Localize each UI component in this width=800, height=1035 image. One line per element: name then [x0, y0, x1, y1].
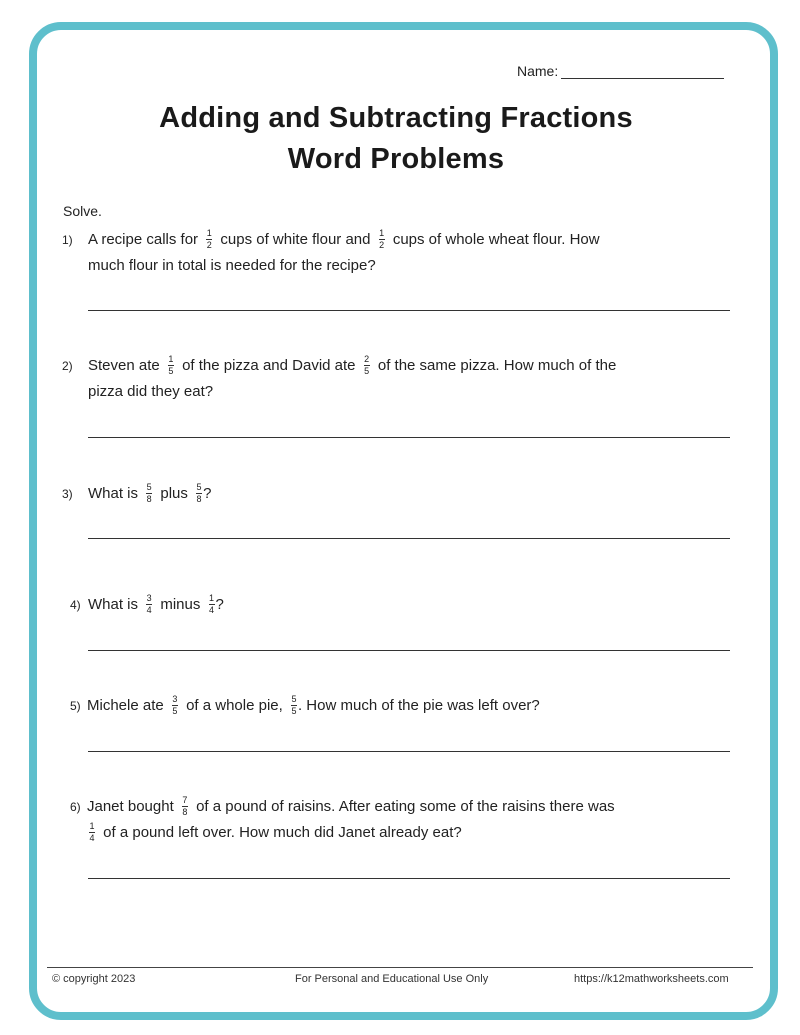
fraction: $\frac{7}{8}$: [182, 794, 188, 817]
question-text: What is: [88, 485, 139, 502]
fraction: $\frac{3}{5}$: [172, 693, 178, 716]
question-text: plus: [160, 485, 188, 502]
answer-line[interactable]: [88, 310, 730, 311]
question-text: of a whole pie,: [186, 697, 283, 714]
worksheet-title-line1: Adding and Subtracting Fractions: [159, 102, 633, 134]
fraction: $\frac{5}{5}$: [291, 693, 297, 716]
question-text: A recipe calls for: [88, 231, 199, 248]
instructions: Solve.: [63, 203, 102, 219]
question-number: 6): [70, 800, 81, 814]
name-label: Name:: [517, 63, 559, 79]
question-6: [87, 794, 615, 846]
question-text: What is: [88, 596, 139, 613]
question-text: much flour in total is needed for the recipe?: [88, 257, 376, 274]
usage-notice: For Personal and Educational Use Only: [295, 973, 489, 985]
question-text: pizza did they eat?: [88, 383, 214, 400]
question-3: [88, 481, 211, 507]
question-text: of the pizza and David ate: [182, 357, 356, 374]
question-1: [88, 227, 600, 279]
worksheet-title-line2: Word Problems: [287, 143, 505, 175]
fraction: $\frac{3}{4}$: [146, 592, 152, 615]
question-text: of a pound of raisins. After eating some of the raisins there was: [196, 798, 615, 815]
answer-line[interactable]: [88, 437, 730, 438]
question-text: ?: [203, 485, 212, 502]
fraction: $\frac{1}{2}$: [379, 227, 385, 250]
question-text: cups of whole wheat flour. How: [392, 231, 600, 248]
question-number: 3): [62, 487, 73, 501]
answer-line[interactable]: [88, 878, 730, 879]
question-text: cups of white flour and: [220, 231, 371, 248]
question-number: 4): [70, 598, 81, 612]
fraction: $\frac{5}{8}$: [196, 481, 202, 504]
fraction: $\frac{1}{5}$: [168, 353, 174, 376]
question-text: minus: [160, 596, 201, 613]
answer-line[interactable]: [88, 650, 730, 651]
question-4: [88, 592, 224, 618]
answer-line[interactable]: [88, 751, 730, 752]
fraction: $\frac{1}{4}$: [89, 820, 95, 843]
question-number: 5): [70, 699, 81, 713]
question-number: 1): [62, 233, 73, 247]
fraction: $\frac{5}{8}$: [146, 481, 152, 504]
question-2: [88, 353, 616, 405]
question-text: . How much of the pie was left over?: [297, 697, 540, 714]
question-text: ?: [215, 596, 224, 613]
website-link[interactable]: https://k12mathworksheets.com: [574, 973, 729, 985]
question-text: Janet bought: [87, 798, 174, 815]
answer-line[interactable]: [88, 538, 730, 539]
fraction: $\frac{2}{5}$: [364, 353, 370, 376]
question-text: of a pound left over. How much did Janet already eat?: [103, 824, 462, 841]
copyright-text: © copyright 2023: [52, 973, 136, 985]
fraction: $\frac{1}{2}$: [206, 227, 212, 250]
name-blank-line[interactable]: [561, 65, 724, 79]
name-field[interactable]: [517, 63, 724, 79]
question-number: 2): [62, 359, 73, 373]
question-5: [87, 693, 540, 719]
question-text: Michele ate: [87, 697, 164, 714]
question-text: of the same pizza. How much of the: [377, 357, 617, 374]
footer-divider: [47, 967, 753, 968]
fraction: $\frac{1}{4}$: [209, 592, 215, 615]
question-text: Steven ate: [88, 357, 160, 374]
